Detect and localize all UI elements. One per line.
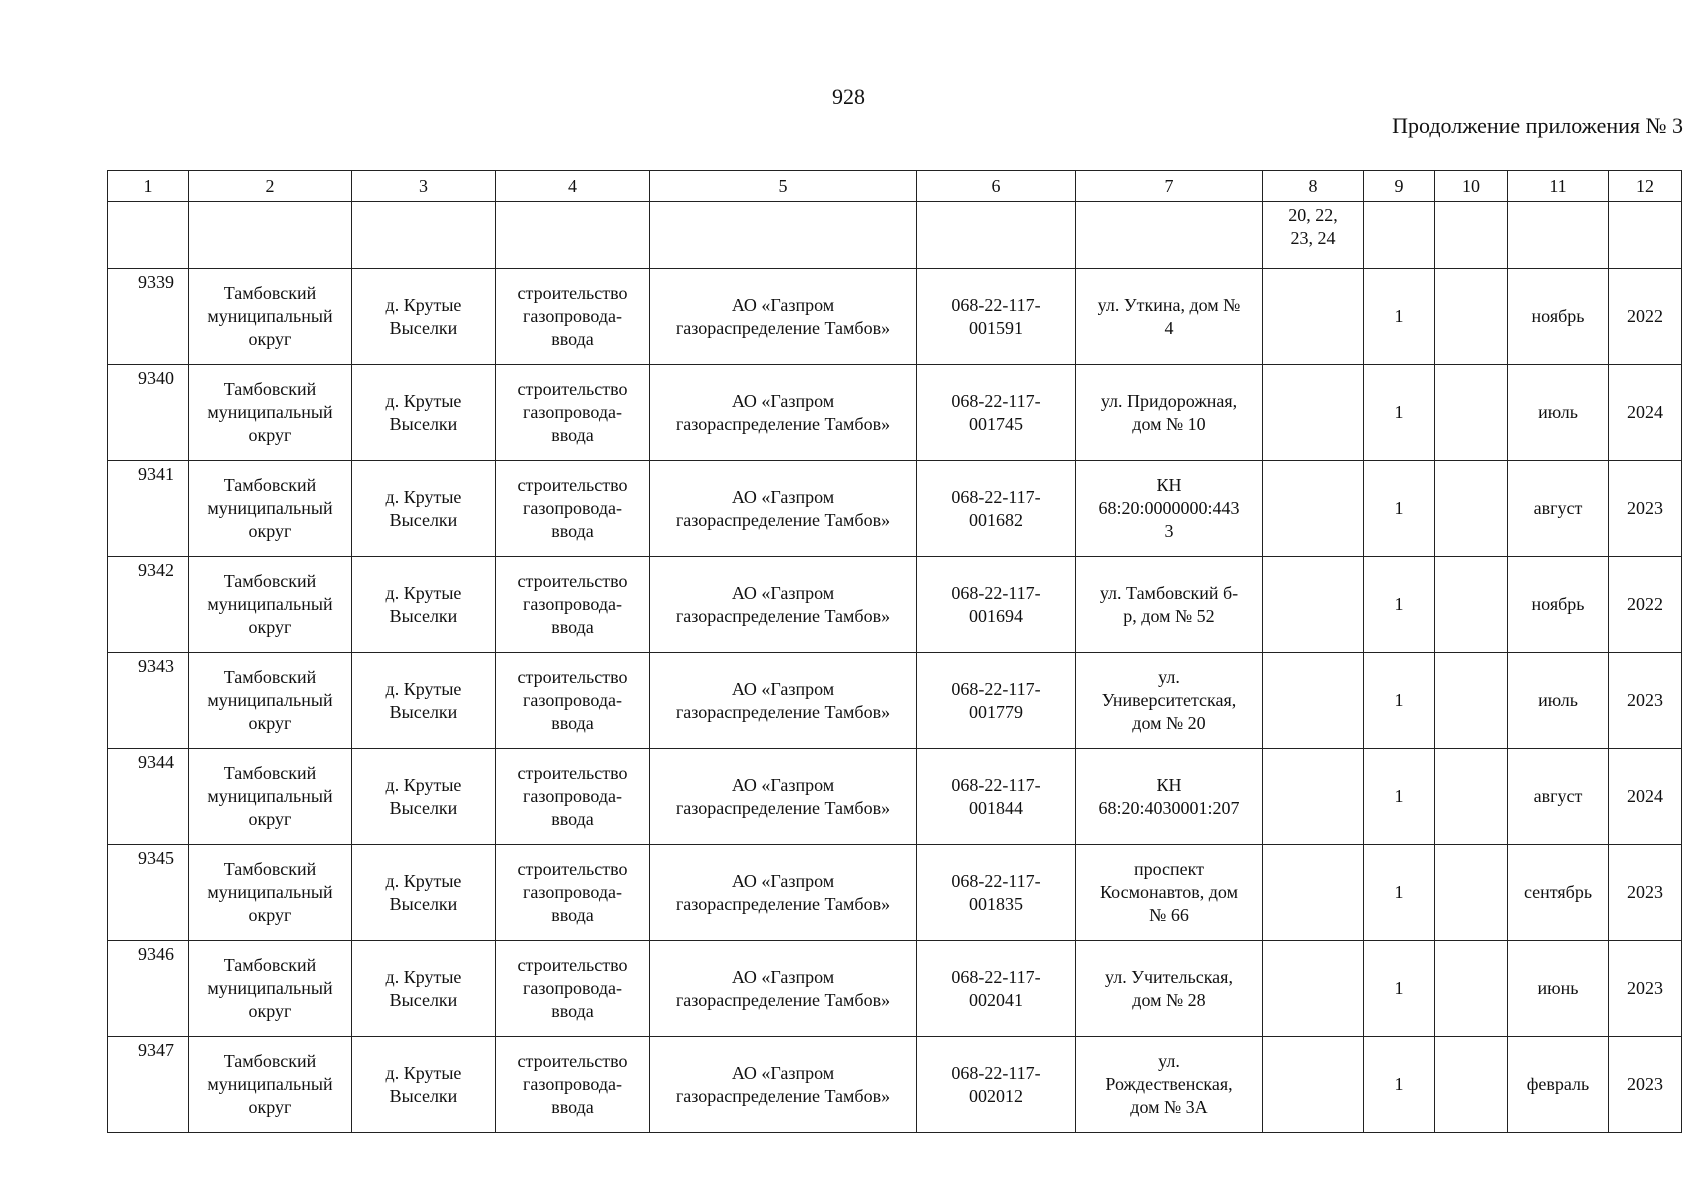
settlement-cell [352,845,496,941]
cell-line: ул. [1158,667,1180,687]
settlement-cell [352,365,496,461]
district-cell [189,269,352,365]
cell-line: дом № 28 [1132,989,1206,1010]
column-header: 9 [1364,171,1435,202]
work-type-cell [496,941,650,1037]
cell-line: ул. [1158,1051,1180,1071]
cell-line: 068-22-117- [951,678,1041,699]
cell-line: Космонавтов, дом [1100,882,1238,902]
table-row [108,269,1682,365]
cell-line: д. Крутые [385,774,462,795]
cell-line: Тамбовский [223,379,317,399]
cell-line: Университетская, [1101,690,1237,710]
cell-line: д. Крутые [385,582,462,603]
quantity-cell: 1 [1364,269,1435,365]
settlement-cell [352,941,496,1037]
address-cell [1076,749,1263,845]
cell-line: 23, 24 [1290,228,1336,248]
address-cell [1076,845,1263,941]
cell-line: № 66 [1149,905,1189,925]
cell-line: строительство [517,379,628,399]
organization-cell [650,557,917,653]
cell-line: строительство [517,763,628,783]
cell-line: газораспределение Тамбов» [675,317,891,338]
cell-line: АО «Газпром [731,486,835,507]
month-cell: июль [1508,653,1609,749]
district-cell [189,653,352,749]
cell-line: 068-22-117- [951,294,1041,315]
cell-line: д. Крутые [385,678,462,699]
settlement-cell [352,557,496,653]
quantity-cell: 1 [1364,749,1435,845]
year-cell: 2023 [1609,941,1682,1037]
row-number-cell: 9343 [108,653,189,749]
col8-cell [1263,269,1364,365]
cell-line: ввода [551,905,594,925]
cell-line: ул. Тамбовский б- [1099,582,1239,603]
cell-line: Тамбовский [223,475,317,495]
cell-line: Выселки [389,509,458,530]
registry-table [107,170,1682,1133]
cell-line: муниципальный [207,978,333,998]
month-cell: февраль [1508,1037,1609,1133]
cell-line: газопровода- [522,594,622,614]
organization-cell [650,653,917,749]
cell-line: газопровода- [522,498,622,518]
column-header: 8 [1263,171,1364,202]
settlement-cell [352,749,496,845]
cell-line: Тамбовский [223,571,317,591]
cell-line: газораспределение Тамбов» [675,1085,891,1106]
application-code-cell [917,557,1076,653]
quantity-cell: 1 [1364,1037,1435,1133]
month-cell: июнь [1508,941,1609,1037]
column-header: 4 [496,171,650,202]
col8-cell [1263,749,1364,845]
month-cell: август [1508,749,1609,845]
address-cell [1076,365,1263,461]
cell-line: д. Крутые [385,486,462,507]
col10-cell [1435,1037,1508,1133]
district-cell [189,845,352,941]
cell-line: р, дом № 52 [1123,605,1215,626]
cell-line: 068-22-117- [951,486,1041,507]
month-cell: сентябрь [1508,845,1609,941]
cell-line: д. Крутые [385,294,462,315]
application-code-cell [917,845,1076,941]
column-header: 12 [1609,171,1682,202]
work-type-cell [496,1037,650,1133]
cell-line: АО «Газпром [731,294,835,315]
table-row [108,365,1682,461]
cell-line: 001682 [969,509,1023,530]
application-code-cell [917,365,1076,461]
cell-line: дом № 3А [1130,1097,1208,1117]
col8-cell [1263,557,1364,653]
cell-line: 4 [1164,317,1174,338]
row-number-cell: 9341 [108,461,189,557]
cell-line: ул. Придорожная, [1100,390,1238,411]
cell-line: округ [248,329,292,349]
column-header: 10 [1435,171,1508,202]
col10-cell [1435,749,1508,845]
cell-line: КН [1156,774,1182,795]
cell-line: газопровода- [522,690,622,710]
organization-cell [650,941,917,1037]
organization-cell [650,461,917,557]
column-header: 6 [917,171,1076,202]
cell-line: 68:20:4030001:207 [1098,797,1240,818]
work-type-cell [496,557,650,653]
row-number-cell: 9340 [108,365,189,461]
cell-line: ввода [551,617,594,637]
cell-line: Тамбовский [223,763,317,783]
cell-line: муниципальный [207,498,333,518]
application-code-cell [917,749,1076,845]
cell-line: ул. Уткина, дом № [1097,294,1241,315]
quantity-cell: 1 [1364,845,1435,941]
cell-line: д. Крутые [385,870,462,891]
cell-line: Выселки [389,1085,458,1106]
work-type-cell [496,653,650,749]
cell-line: 068-22-117- [951,1062,1041,1083]
cell-line: Рождественская, [1105,1074,1233,1094]
address-cell [1076,461,1263,557]
year-cell: 2023 [1609,845,1682,941]
cell-line: АО «Газпром [731,390,835,411]
col8-cell [1263,653,1364,749]
year-cell: 2023 [1609,1037,1682,1133]
cell-line: АО «Газпром [731,870,835,891]
cell-line: 068-22-117- [951,582,1041,603]
cell-line: строительство [517,955,628,975]
cell-line: газораспределение Тамбов» [675,605,891,626]
cell-line: газораспределение Тамбов» [675,989,891,1010]
year-cell: 2024 [1609,365,1682,461]
cell-line: муниципальный [207,882,333,902]
quantity-cell: 1 [1364,461,1435,557]
settlement-cell [352,1037,496,1133]
cell-line: 3 [1164,521,1174,541]
cell-line: д. Крутые [385,1062,462,1083]
table-row [108,461,1682,557]
col8-cell [1263,461,1364,557]
cell-line: газопровода- [522,306,622,326]
cell-line: муниципальный [207,306,333,326]
continuation-label: Продолжение приложения № 3 [1392,113,1683,138]
cell-line: 068-22-117- [951,966,1041,987]
col8-cell [1263,365,1364,461]
cell-line: ввода [551,713,594,733]
quantity-cell: 1 [1364,653,1435,749]
cell-line: 68:20:0000000:443 [1098,498,1240,518]
row-number-cell: 9339 [108,269,189,365]
col8-cell [1263,1037,1364,1133]
cell-line: округ [248,905,292,925]
year-cell: 2022 [1609,557,1682,653]
organization-cell [650,365,917,461]
column-header: 7 [1076,171,1263,202]
cell-line: д. Крутые [385,390,462,411]
application-code-cell [917,461,1076,557]
cell-line: КН [1156,475,1182,495]
cell-line: строительство [517,667,628,687]
cell-line: проспект [1133,859,1205,879]
work-type-cell [496,269,650,365]
column-header: 1 [108,171,189,202]
district-cell [189,461,352,557]
cell-line: округ [248,809,292,829]
work-type-cell [496,845,650,941]
work-type-cell [496,461,650,557]
cell-line: газопровода- [522,786,622,806]
cell-line: газопровода- [522,978,622,998]
table-row [108,749,1682,845]
year-cell: 2022 [1609,269,1682,365]
cell-line: округ [248,521,292,541]
application-code-cell [917,941,1076,1037]
table-row [108,941,1682,1037]
cell-line: газопровода- [522,882,622,902]
cell-line: 001835 [969,893,1023,914]
table-row [108,1037,1682,1133]
cell-line: газораспределение Тамбов» [675,701,891,722]
cell-line: 20, 22, [1288,205,1338,225]
cell-line: дом № 10 [1132,413,1206,434]
cell-line: муниципальный [207,594,333,614]
page-number: 928 [832,84,865,109]
cell-line: Тамбовский [223,667,317,687]
cell-line: 002012 [969,1085,1023,1106]
cell-line: ввода [551,809,594,829]
row-number-cell: 9347 [108,1037,189,1133]
quantity-cell: 1 [1364,557,1435,653]
column-header: 3 [352,171,496,202]
col10-cell [1435,461,1508,557]
cell-line: 002041 [969,989,1023,1010]
month-cell: ноябрь [1508,557,1609,653]
district-cell [189,749,352,845]
cell-line: Выселки [389,989,458,1010]
cell-line: ул. Учительская, [1105,966,1233,987]
work-type-cell [496,365,650,461]
col10-cell [1435,941,1508,1037]
cell-line: ввода [551,1001,594,1021]
cell-line: 068-22-117- [951,774,1041,795]
district-cell [189,365,352,461]
cell-line: 001779 [969,701,1023,722]
year-cell: 2023 [1609,653,1682,749]
table-row [108,557,1682,653]
district-cell [189,941,352,1037]
cell-line: Тамбовский [223,859,317,879]
column-number-row [108,171,1682,202]
address-cell [1076,269,1263,365]
table-row [108,653,1682,749]
year-cell: 2024 [1609,749,1682,845]
cell-line: ввода [551,425,594,445]
work-type-cell [496,749,650,845]
cell-line: газопровода- [522,1074,622,1094]
cell-line: 068-22-117- [951,390,1041,411]
address-cell [1076,941,1263,1037]
cell-line: округ [248,1001,292,1021]
cell-line: строительство [517,283,628,303]
cell-line: Выселки [389,605,458,626]
cell-line: строительство [517,475,628,495]
cell-line: газораспределение Тамбов» [675,509,891,530]
application-code-cell [917,269,1076,365]
cell-line: 001591 [969,317,1023,338]
table-body [108,171,1682,1133]
district-cell [189,557,352,653]
settlement-cell [352,461,496,557]
cell-line: Выселки [389,797,458,818]
district-cell [189,1037,352,1133]
cell-line: газопровода- [522,402,622,422]
cell-line: АО «Газпром [731,1062,835,1083]
col10-cell [1435,653,1508,749]
cell-line: АО «Газпром [731,582,835,603]
cell-line: строительство [517,859,628,879]
cell-line: округ [248,425,292,445]
table-row [108,845,1682,941]
cell-line: Тамбовский [223,283,317,303]
application-code-cell [917,1037,1076,1133]
organization-cell [650,749,917,845]
col10-cell [1435,269,1508,365]
row-number-cell: 9344 [108,749,189,845]
month-cell: ноябрь [1508,269,1609,365]
col10-cell [1435,365,1508,461]
quantity-cell: 1 [1364,941,1435,1037]
organization-cell [650,1037,917,1133]
col10-cell [1435,845,1508,941]
cell-line: Выселки [389,317,458,338]
organization-cell [650,269,917,365]
column-header: 11 [1508,171,1609,202]
cell-line: 068-22-117- [951,870,1041,891]
continued-col8-cell [1263,202,1364,269]
month-cell: июль [1508,365,1609,461]
cell-line: Выселки [389,893,458,914]
cell-line: Выселки [389,701,458,722]
cell-line: дом № 20 [1132,713,1206,733]
cell-line: муниципальный [207,1074,333,1094]
cell-line: муниципальный [207,690,333,710]
address-cell [1076,653,1263,749]
col10-cell [1435,557,1508,653]
cell-line: газораспределение Тамбов» [675,893,891,914]
cell-line: муниципальный [207,402,333,422]
column-header: 2 [189,171,352,202]
application-code-cell [917,653,1076,749]
cell-line: строительство [517,1051,628,1071]
cell-line: газораспределение Тамбов» [675,413,891,434]
row-number-cell: 9345 [108,845,189,941]
cell-line: округ [248,617,292,637]
settlement-cell [352,269,496,365]
cell-line: ввода [551,521,594,541]
row-number-cell: 9342 [108,557,189,653]
cell-line: 001694 [969,605,1023,626]
cell-line: газораспределение Тамбов» [675,797,891,818]
column-header: 5 [650,171,917,202]
cell-line: д. Крутые [385,966,462,987]
cell-line: строительство [517,571,628,591]
col8-cell [1263,845,1364,941]
cell-line: АО «Газпром [731,774,835,795]
col8-cell [1263,941,1364,1037]
cell-line: Выселки [389,413,458,434]
organization-cell [650,845,917,941]
quantity-cell: 1 [1364,365,1435,461]
settlement-cell [352,653,496,749]
cell-line: 001844 [969,797,1023,818]
cell-line: ввода [551,1097,594,1117]
cell-line: округ [248,713,292,733]
address-cell [1076,557,1263,653]
cell-line: 001745 [969,413,1023,434]
address-cell [1076,1037,1263,1133]
cell-line: Тамбовский [223,955,317,975]
row-number-cell: 9346 [108,941,189,1037]
month-cell: август [1508,461,1609,557]
cell-line: АО «Газпром [731,966,835,987]
year-cell: 2023 [1609,461,1682,557]
cell-line: округ [248,1097,292,1117]
cell-line: АО «Газпром [731,678,835,699]
cell-line: Тамбовский [223,1051,317,1071]
cell-line: муниципальный [207,786,333,806]
cell-line: ввода [551,329,594,349]
continued-row [108,202,1682,269]
